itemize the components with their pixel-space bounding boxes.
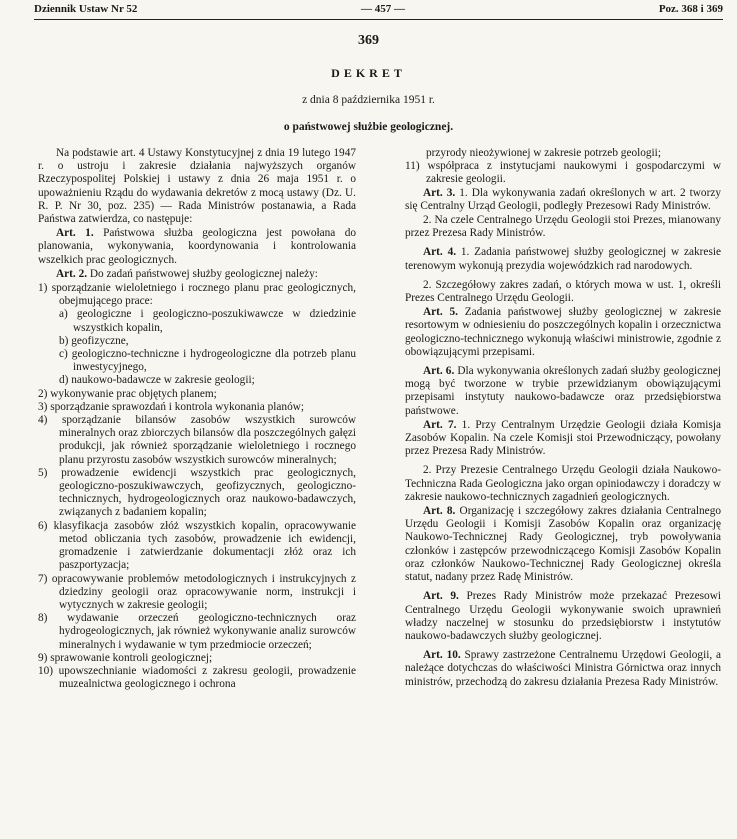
- journal-title: Dziennik Ustaw Nr 52: [34, 3, 138, 15]
- article-text: 1. Przy Centralnym Urzędzie Geologii działa Komisja Zasobów Kopalin. Na czele Komisji stoi Przewodniczący, powołany przez Prezesa Rady Ministrów.: [405, 418, 721, 458]
- article-8: [405, 505, 721, 584]
- article-text: 1. Dla wykonywania zadań określonych w art. 2 tworzy się Centralny Urząd Geologii, podległy Prezesowi Rady Ministrów.: [405, 186, 721, 212]
- article-text: Państwowa służba geologiczna jest powołana do planowania, wykonywania, koordynowania i kontrolowania wszelkich prac geologicznych.: [38, 227, 357, 266]
- list-item: 2) wykonywanie prac objętych planem;: [38, 387, 217, 400]
- article-label: Art. 3.: [423, 186, 456, 199]
- article-10: [405, 649, 721, 689]
- article-text: Prezes Rady Ministrów może przekazać Prezesowi Centralnego Urzędu Geologii wykonywanie swoich uprawnień władzy naczelnej w stosunku do przedsiębiorstw i instytutów naukowo-badawczych służby geologicznej.: [405, 590, 722, 642]
- article-6: [405, 365, 721, 418]
- sub-item: b) geofizyczne,: [59, 334, 129, 347]
- article-5: [405, 306, 721, 359]
- article-4-paragraph-2: 2. Szczegółowy zakres zadań, o których mowa w ust. 1, określi Prezes Centralnego Urzędu Geologii.: [405, 278, 721, 305]
- list-item: 7) opracowywanie problemów metodologicznych i instrukcyjnych z dziedziny geologii oraz opracowywanie norm, instrukcji i wytycznych w zakresie geologii;: [38, 572, 356, 611]
- article-label: Art. 5.: [423, 306, 458, 319]
- list-item: 11) współpraca z instytucjami naukowymi i gospodarczymi w zakresie geologii.: [405, 160, 721, 186]
- list-item: 10) upowszechnianie wiadomości z zakresu geologii, prowadzenie muzealnictwa geologicznego i ochrona: [38, 664, 356, 691]
- sub-item: c) geologiczno-techniczne i hydrogeologiczne dla potrzeb planu inwestycyjnego,: [59, 348, 356, 374]
- header-rule: [34, 19, 723, 20]
- page-header: [34, 3, 723, 17]
- list-item-continuation: przyrody nieożywionej w zakresie potrzeb geologii;: [426, 147, 661, 159]
- article-label: Art. 4.: [423, 246, 457, 259]
- article-label: Art. 7.: [423, 418, 457, 431]
- article-text: Organizację i szczegółowy zakres działania Centralnego Urzędu Geologii i Komisji Zasobów Kopalin oraz organizację Naukowo-Technicznej Rady Geologicznej, tryb powoływania członków i zastępców przewodniczącego Komisji Zasobów Kopalin oraz członków Naukowo-Technicznej Rady Geologicznej określa statut, nadany przez Radę Ministrów.: [405, 505, 721, 584]
- right-column: [405, 147, 721, 690]
- list-item: 1) sporządzanie wieloletniego i rocznego planu prac geologicznych, obejmującego prace:: [38, 282, 356, 308]
- article-4: [405, 246, 721, 272]
- article-text: Sprawy zastrzeżone Centralnemu Urzędowi Geologii, a należące dotychczas do właściwości Ministra Górnictwa oraz innych ministrów, przechodzą do zakresu działania Prezesa Rady Ministrów.: [405, 649, 721, 688]
- list-item: 5) prowadzenie ewidencji wszystkich prac geologicznych, geologiczno-poszukiwawczych, geofizycznych, geologiczno-technicznych, hydrogeologicznych oraz naukowo-badawczych, związanych z badaniem kopalin;: [38, 466, 356, 519]
- list-item: 6) klasyfikacja zasobów złóż wszystkich kopalin, opracowywanie metod obliczania tych zasobów, prowadzenie ich ewidencji, gromadzenie i zatwierdzanie dokumentacji złóż oraz ich paszportyzacja;: [38, 519, 356, 572]
- article-label: Art. 6.: [423, 365, 455, 378]
- document-number: 369: [358, 33, 379, 48]
- list-item: 8) wydawanie orzeczeń geologiczno-technicznych oraz hydrogeologicznych, jak również wykonywanie analiz surowców mineralnych i wydawanie w tym przedmiocie orzeczeń;: [38, 612, 356, 651]
- list-item: 4) sporządzanie bilansów zasobów wszystkich surowców mineralnych oraz zbiorczych bilansów dla poszczególnych gałęzi produkcji, jak również sporządzanie wieloletniego i rocznego planu przyrostu zasobów wszystkich surowców mineralnych;: [38, 414, 356, 466]
- article-text: Do zadań państwowej służby geologicznej należy:: [89, 267, 318, 280]
- article-text: Dla wykonywania określonych zadań służby geologicznej mogą być tworzone w trybie przewidzianym obowiązującymi przepisami instytuty naukowo-badawcze oraz przedsiębiorstwa państwowe.: [405, 365, 721, 417]
- article-9: [405, 590, 721, 643]
- article-7-paragraph-2: 2. Przy Prezesie Centralnego Urzędu Geologii działa Naukowo-Techniczna Rada Geologiczna jako organ opiniodawczy i doradczy w zakresie naukowo-technicznych zagadnień geologicznych.: [405, 464, 721, 503]
- article-text: 1. Zadania państwowej służby geologicznej w zakresie terenowym wykonują prezydia wojewódzkich rad narodowych.: [405, 246, 721, 272]
- sub-item: d) naukowo-badawcze w zakresie geologii;: [59, 374, 255, 387]
- article-label: Art. 8.: [423, 505, 456, 518]
- list-item: 9) sprawowanie kontroli geologicznej;: [38, 651, 213, 664]
- article-2: [38, 268, 356, 281]
- list-item: 3) sporządzanie sprawozdań i kontrola wykonania planów;: [38, 400, 305, 413]
- sub-item: a) geologiczne i geologiczno-poszukiwawcze w dziedzinie wszystkich kopalin,: [59, 308, 356, 334]
- document-date: z dnia 8 października 1951 r.: [302, 94, 435, 106]
- article-text: Zadania państwowej służby geologicznej w zakresie resortowym w odniesieniu do poszczególnych kopalin i orzecznictwa geologiczno-technicznego wykonują właściwi ministrowie, zgodnie z obowiązującymi przepisami.: [405, 306, 721, 358]
- document-subject: o państwowej służbie geologicznej.: [283, 121, 454, 133]
- article-label: Art. 2.: [56, 267, 88, 280]
- article-label: Art. 1.: [56, 227, 94, 240]
- left-column: [38, 147, 356, 691]
- document-type: DEKRET: [331, 66, 406, 80]
- article-label: Art. 9.: [423, 590, 459, 603]
- page-number: — 457 —: [361, 3, 405, 15]
- article-3: [405, 187, 721, 213]
- position-reference: Poz. 368 i 369: [658, 3, 723, 15]
- article-3-paragraph-2: 2. Na czele Centralnego Urzędu Geologii stoi Prezes, mianowany przez Prezesa Rady Ministrów.: [405, 214, 721, 240]
- article-1: [38, 227, 356, 267]
- article-label: Art. 10.: [423, 649, 461, 662]
- article-7: [405, 419, 721, 459]
- preamble: Na podstawie art. 4 Ustawy Konstytucyjnej z dnia 19 lutego 1947 r. o ustroju i zakresie działania najwyższych organów Rzeczypospolitej Polskiej i ustawy z dnia 26 maja 1951 r. o upoważnieniu Rządu do wydawania dekretów z mocą ustawy (Dz. U. R. P. Nr 30, poz. 235) — Rada Ministrów postanawia, a Rada Państwa zatwierdza, co następuje:: [38, 147, 356, 226]
